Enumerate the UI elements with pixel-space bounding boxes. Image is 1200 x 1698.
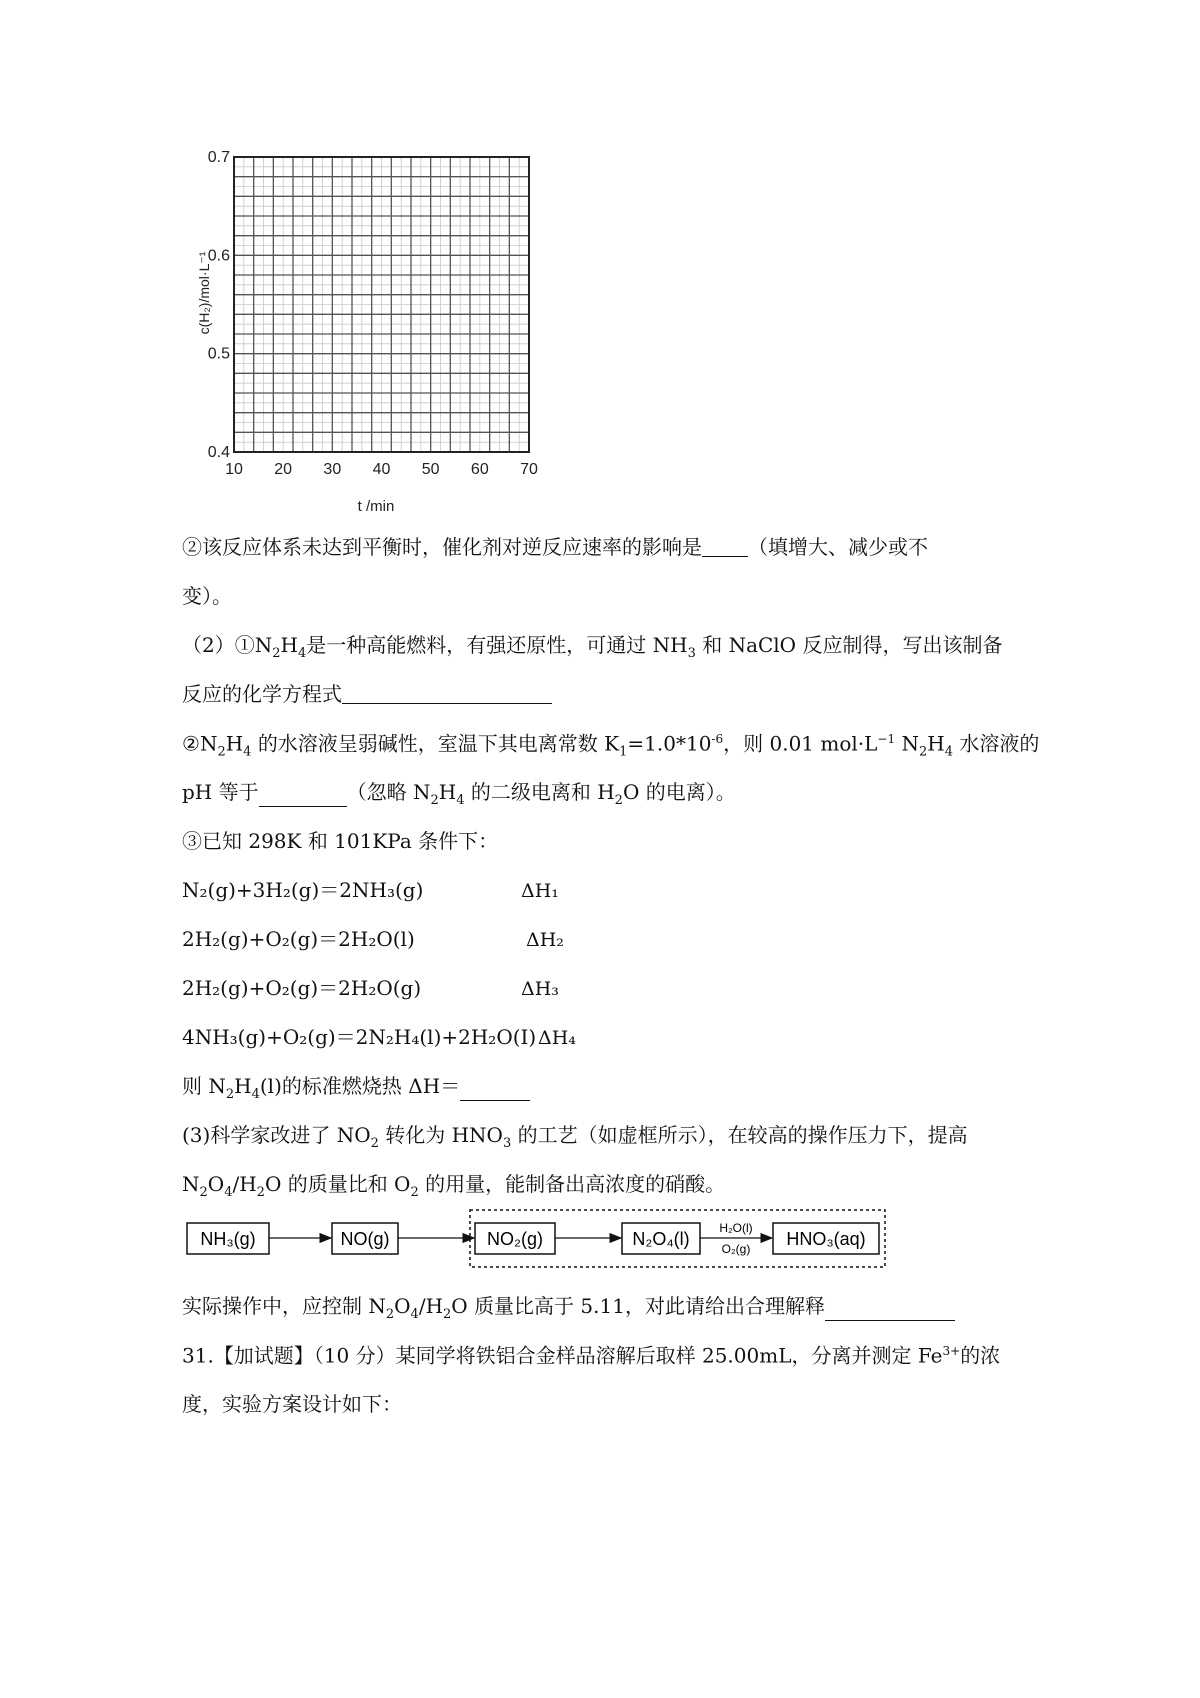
x-axis-label: t /min xyxy=(357,498,395,515)
x-tick-label: 40 xyxy=(372,461,391,478)
question-text: ②该反应体系未达到平衡时，催化剂对逆反应速率的影响是 xyxy=(182,535,702,559)
answer-blank[interactable] xyxy=(460,1082,530,1101)
arrow-condition-bottom: O₂(g) xyxy=(721,1242,751,1256)
enthalpy-1: ΔH₁ xyxy=(521,880,559,902)
y-tick-label: 0.6 xyxy=(207,247,230,265)
part-2-line-5: ③已知 298K 和 101KPa 条件下： xyxy=(182,829,499,853)
enthalpy-4: ΔH₄ xyxy=(538,1027,576,1049)
y-tick-label: 0.4 xyxy=(207,444,230,461)
y-tick-label: 0.7 xyxy=(207,149,230,166)
question-31-line-2: 度，实验方案设计如下： xyxy=(182,1392,402,1416)
box-label-hno3: HNO₃(aq) xyxy=(786,1229,866,1249)
combustion-line: 则 $N_2H_4(l)$的标准燃烧热 ΔH＝ xyxy=(182,1076,530,1101)
equation-1: N₂(g)+3H₂(g)＝2NH₃(g) xyxy=(182,878,424,902)
answer-blank[interactable] xyxy=(342,685,552,704)
question-text: （填增大、减少或不 xyxy=(748,535,928,559)
concentration-chart xyxy=(180,145,740,525)
answer-blank[interactable] xyxy=(259,788,347,807)
x-tick-label: 10 xyxy=(225,461,243,478)
equation-3: 2H₂(g)+O₂(g)＝2H₂O(g) xyxy=(182,976,422,1000)
x-tick-label: 60 xyxy=(470,461,489,478)
equation-4: 4NH₃(g)+O₂(g)＝2N₂H₄(l)+2H₂O(I) xyxy=(182,1025,537,1049)
x-tick-label: 30 xyxy=(323,461,342,478)
arrow-condition-top: H₂O(l) xyxy=(719,1221,753,1235)
x-tick-label: 20 xyxy=(274,461,293,478)
part-2-line-2: 反应的化学方程式 xyxy=(182,684,552,704)
question-2-line-2 xyxy=(182,586,232,606)
box-label-nh3: NH₃(g) xyxy=(200,1229,256,1249)
part-3-line-2: $N_2O_4/H_2O$ 的质量比和 $O_2$ 的用量，能制备出高浓度的硝酸。 xyxy=(182,1172,726,1200)
y-tick-label: 0.5 xyxy=(207,345,230,363)
x-tick-label: 50 xyxy=(421,461,440,478)
part-2-line-4: pH 等于 （忽略 $N_2H_4$ 的二级电离和 $H_2O$ 的电离）。 xyxy=(182,780,736,808)
answer-blank[interactable] xyxy=(825,1302,955,1321)
question-text: 变）。 xyxy=(182,584,232,608)
answer-blank[interactable] xyxy=(702,538,748,557)
x-tick-label: 70 xyxy=(520,461,538,478)
question-2-line-1 xyxy=(182,537,928,557)
part-2-line-1: $(2)①N_2H_4$是一种高能燃料，有强还原性，可通过 $NH_3$ 和 NaClO 反应制得，写出该制备 xyxy=(182,633,1003,661)
question-31-line-1: 31.【加试题】（10 分）某同学将铁铝合金样品溶解后取样 25.00mL，分离并测定 $Fe^{3+}$的浓 xyxy=(182,1343,1001,1368)
y-axis-label: c(H₂)/mol·L⁻¹ xyxy=(196,251,212,335)
part-2-line-3: $②N_2H_4$ 的水溶液呈弱碱性，室温下其电离常数 $K_1=1.0*10^{-6}$，则 0.01 $mol\cdot L^{-1}$ $N_2H_4$ 水溶液的 xyxy=(182,731,1040,760)
box-label-n2o4: N₂O₄(l) xyxy=(632,1229,690,1249)
equation-2: 2H₂(g)+O₂(g)＝2H₂O(l) xyxy=(182,927,415,951)
enthalpy-3: ΔH₃ xyxy=(521,978,559,1000)
enthalpy-2: ΔH₂ xyxy=(526,929,564,951)
part-3-line-3: 实际操作中，应控制 $N_2O_4/H_2O$ 质量比高于 5.11，对此请给出合理解释 xyxy=(182,1296,955,1321)
part-3-line-1: (3)科学家改进了 $NO_2$ 转化为 $HNO_3$ 的工艺（如虚框所示），在较高的操作压力下，提高 xyxy=(182,1123,968,1151)
box-label-no: NO(g) xyxy=(340,1229,390,1249)
hno3-process-diagram xyxy=(185,1208,890,1270)
box-label-no2: NO₂(g) xyxy=(487,1229,543,1249)
